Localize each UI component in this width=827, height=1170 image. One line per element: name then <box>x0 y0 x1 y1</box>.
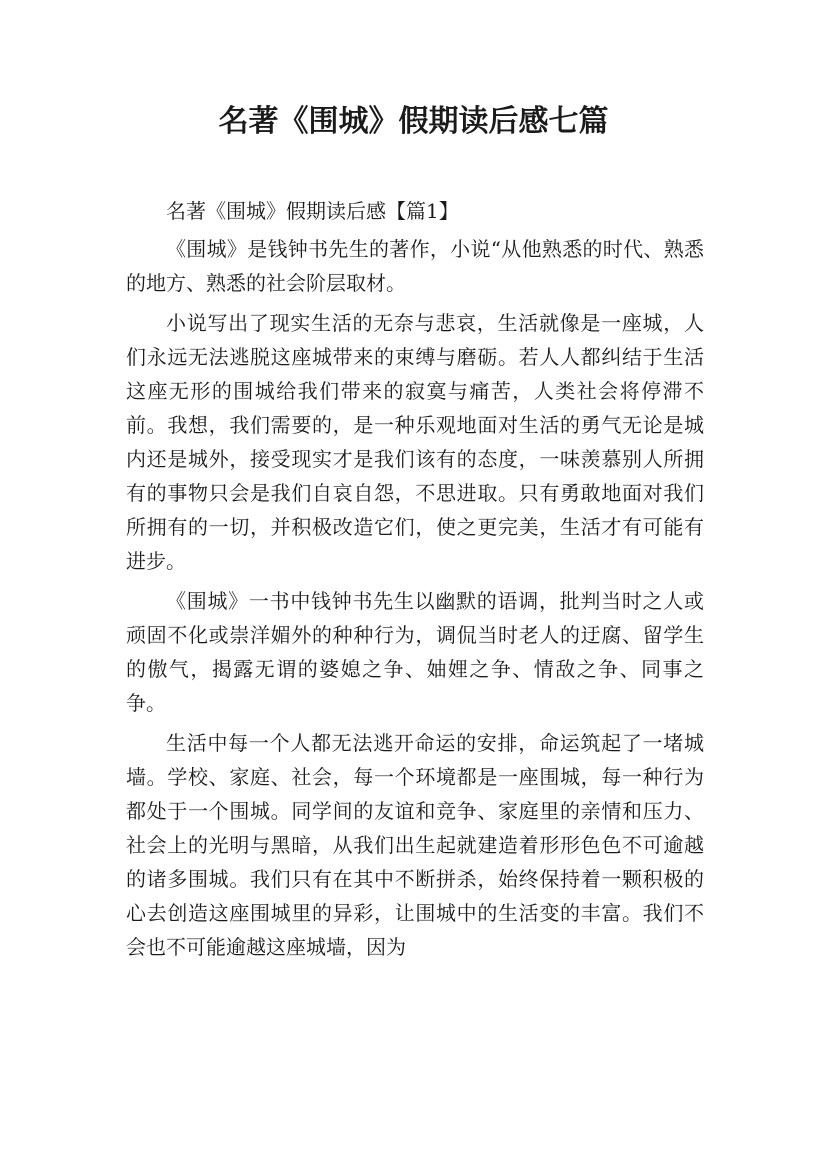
paragraph-2: 小说写出了现实生活的无奈与悲哀，生活就像是一座城，人们永远无法逃脱这座城带来的束缚与磨砺。若人人都纠结于生活这座无形的围城给我们带来的寂寞与痛苦，人类社会将停滞不前。我想，我们需要的，是一种乐观地面对生活的勇气无论是城内还是城外，接受现实才是我们该有的态度，一味羡慕别人所拥有的事物只会是我们自哀自怨，不思进取。只有勇敢地面对我们所拥有的一切，并积极改造它们，使之更完美，生活才有可能有进步。 <box>126 311 704 573</box>
paragraph-1: 《围城》是钱钟书先生的著作，小说“从他熟悉的时代、熟悉的地方、熟悉的社会阶层取材。 <box>126 237 704 295</box>
section-heading: 名著《围城》假期读后感【篇1】 <box>166 199 459 223</box>
paragraph-4: 生活中每一个人都无法逃开命运的安排，命运筑起了一堵城墙。学校、家庭、社会，每一个环境都是一座围城，每一种行为都处于一个围城。同学间的友谊和竞争、家庭里的亲情和压力、社会上的光明与黑暗，从我们出生起就建造着形形色色不可逾越的诸多围城。我们只有在其中不断拼杀，始终保持着一颗积极的心去创造这座围城里的异彩，让围城中的生活变的丰富。我们不会也不可能逾越这座城墙，因为 <box>126 731 704 959</box>
document-body <box>126 194 704 970</box>
paragraph-3: 《围城》一书中钱钟书先生以幽默的语调，批判当时之人或顽固不化或崇洋媚外的种种行为，调侃当时老人的迂腐、留学生的傲气，揭露无谓的婆媳之争、妯娌之争、情敌之争、同事之争。 <box>126 589 704 715</box>
document-title: 名著《围城》假期读后感七篇 <box>218 104 609 139</box>
